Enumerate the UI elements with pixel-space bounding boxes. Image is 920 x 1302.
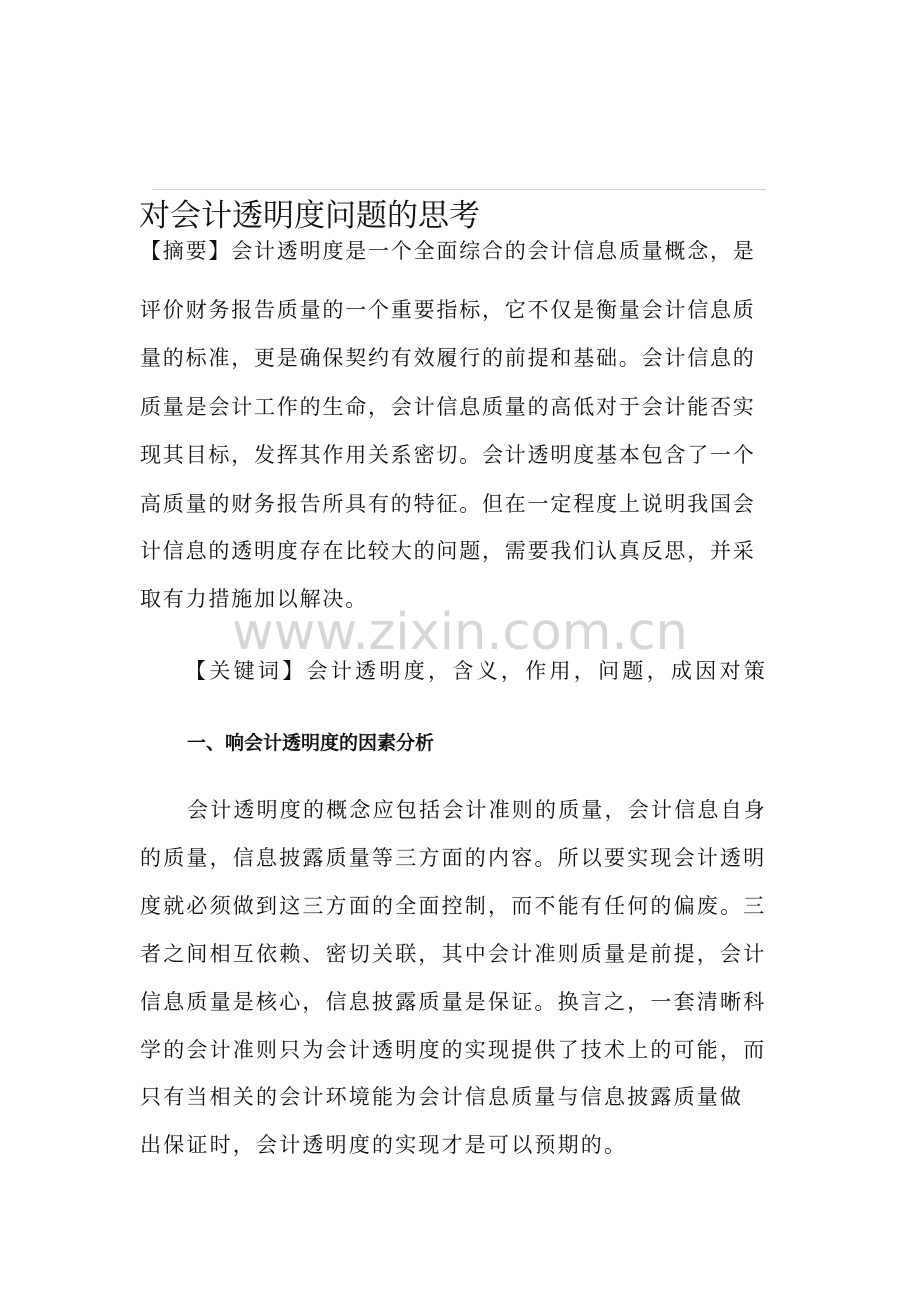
abstract-line-8: 取有力措施加以解决。 xyxy=(140,587,368,611)
keywords-line: 【关键词】会计透明度，含义，作用，问题，成因对策 xyxy=(185,659,769,683)
document-title: 对会计透明度问题的思考 xyxy=(139,198,480,234)
section-heading: 一、响会计透明度的因素分析 xyxy=(187,732,435,754)
body-line-7: 只有当相关的会计环境能为会计信息质量与信息披露质量做 xyxy=(140,1085,744,1109)
body-line-8: 出保证时，会计透明度的实现才是可以预期的。 xyxy=(140,1133,628,1157)
body-line-5: 信息质量是核心，信息披露质量是保证。换言之，一套清晰科 xyxy=(140,990,767,1014)
abstract-line-7: 计信息的透明度存在比较大的问题，需要我们认真反思，并采 xyxy=(140,539,756,563)
body-line-3: 度就必须做到这三方面的全面控制，而不能有任何的偏废。三 xyxy=(140,894,767,918)
body-line-6: 学的会计准则只为会计透明度的实现提供了技术上的可能，而 xyxy=(140,1038,767,1062)
body-line-4: 者之间相互依赖、密切关联，其中会计准则质量是前提，会计 xyxy=(140,942,767,966)
abstract-line-3: 量的标准，更是确保契约有效履行的前提和基础。会计信息的 xyxy=(140,346,756,370)
abstract-line-5: 现其目标，发挥其作用关系密切。会计透明度基本包含了一个 xyxy=(140,443,756,467)
abstract-line-2: 评价财务报告质量的一个重要指标，它不仅是衡量会计信息质 xyxy=(140,298,756,322)
abstract-line-4: 质量是会计工作的生命，会计信息质量的高低对于会计能否实 xyxy=(140,395,756,419)
abstract-line-1: 【摘要】会计透明度是一个全面综合的会计信息质量概念，是 xyxy=(140,239,756,263)
abstract-line-6: 高质量的财务报告所具有的特征。但在一定程度上说明我国会 xyxy=(140,492,756,516)
body-line-2: 的质量，信息披露质量等三方面的内容。所以要实现会计透明 xyxy=(140,846,767,870)
watermark: www.zixin.com.cn xyxy=(232,603,688,662)
header-divider xyxy=(153,189,766,190)
body-line-1: 会计透明度的概念应包括会计准则的质量，会计信息自身 xyxy=(187,798,767,822)
